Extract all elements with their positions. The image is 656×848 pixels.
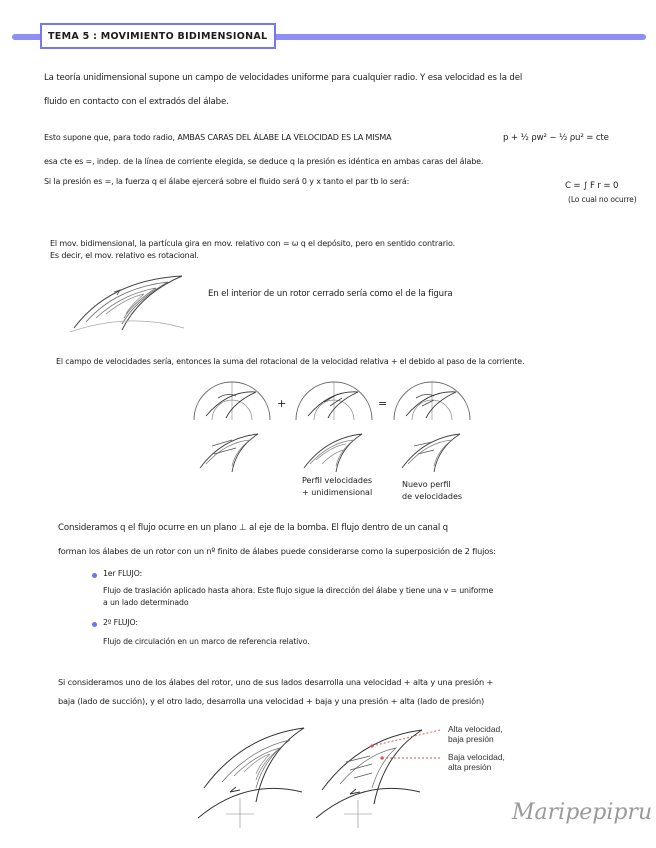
fig2-caption-right-2: de velocidades (402, 492, 463, 501)
torque-formula: C = ∫ F r = 0 (565, 181, 619, 191)
equals-sign: = (378, 397, 388, 410)
fig1-caption: En el interior de un rotor cerrado sería como el de la figura (208, 289, 453, 299)
label-high-velocity: Alta velocidad, (448, 724, 503, 734)
para3-line1: El mov. bidimensional, la partícula gira en mov. relativo con = ω q el depósito, pero en sentido contrario. (50, 239, 455, 248)
flow1-line2: a un lado determinado (103, 598, 189, 607)
fig2-caption-right-1: Nuevo perfil (402, 480, 451, 489)
para5-line1: Consideramos q el flujo ocurre en un plano ⊥ al eje de la bomba. El flujo dentro de un canal q (58, 523, 448, 533)
fig2-caption-mid-2: + unidimensional (302, 488, 373, 497)
label-high-pressure: alta presión (448, 762, 492, 772)
para5-line2: forman los álabes de un rotor con un nº finito de álabes puede considerarse como la superposición de 2 flujos: (58, 546, 496, 556)
para1-line1: La teoría unidimensional supone un campo de velocidades uniforme para cualquier radio. Y esa velocidad es la del (44, 73, 523, 83)
figure-closed-rotor (70, 272, 186, 334)
flow1-title: 1er FLUJO: (103, 569, 143, 578)
author-signature: Maripepipru (512, 800, 653, 825)
para2-line3: Si la presión es =, la fuerza q el álabe ejercerá sobre el fluido será 0 y x tanto el par tb lo será: (44, 177, 410, 186)
flow2-title: 2º FLUJO: (103, 618, 138, 627)
fig2-caption-mid-1: Perfil velocidades (302, 476, 373, 485)
para4-line1: El campo de velocidades sería, entonces la suma del rotacional de la velocidad relativa + el debido al paso de la corriente. (56, 357, 525, 366)
bernoulli-formula: p + ½ ρw² − ½ ρu² = cte (503, 133, 609, 143)
para1-line2: fluido en contacto con el extradós del álabe. (44, 97, 229, 107)
plus-sign: + (277, 397, 287, 410)
para3-line2: Es decir, el mov. relativo es rotacional. (50, 251, 199, 260)
flow1-line1: Flujo de traslación aplicado hasta ahora. Este flujo sigue la dirección del álabe y tiene una v = uniforme (103, 586, 494, 595)
torque-note: (Lo cual no ocurre) (568, 195, 637, 204)
figure-velocity-superposition (192, 380, 472, 480)
flow2-line1: Flujo de circulación en un marco de referencia relativo. (103, 637, 310, 646)
para2-line2: esa cte es =, indep. de la línea de corriente elegida, se deduce q la presión es idéntica en ambas caras del álabe. (44, 157, 484, 166)
page-title: TEMA 5 : MOVIMIENTO BIDIMENSIONAL (48, 31, 268, 42)
para6-line2: baja (lado de succión), y el otro lado, desarrolla una velocidad + baja y una presión + alta (lado de presión) (58, 696, 485, 706)
bullet-flow-1 (92, 573, 97, 578)
para6-line1: Si consideramos uno de los álabes del rotor, uno de sus lados desarrolla una velocidad + alta y una presión + (58, 677, 494, 687)
label-low-pressure: baja presión (448, 734, 494, 744)
figure-blade-pressure-sides (196, 718, 446, 828)
para2-line1: Esto supone que, para todo radio, AMBAS CARAS DEL ÁLABE LA VELOCIDAD ES LA MISMA (44, 133, 392, 142)
label-low-velocity: Baja velocidad, (448, 752, 505, 762)
title-box (40, 23, 276, 49)
bullet-flow-2 (92, 622, 97, 627)
